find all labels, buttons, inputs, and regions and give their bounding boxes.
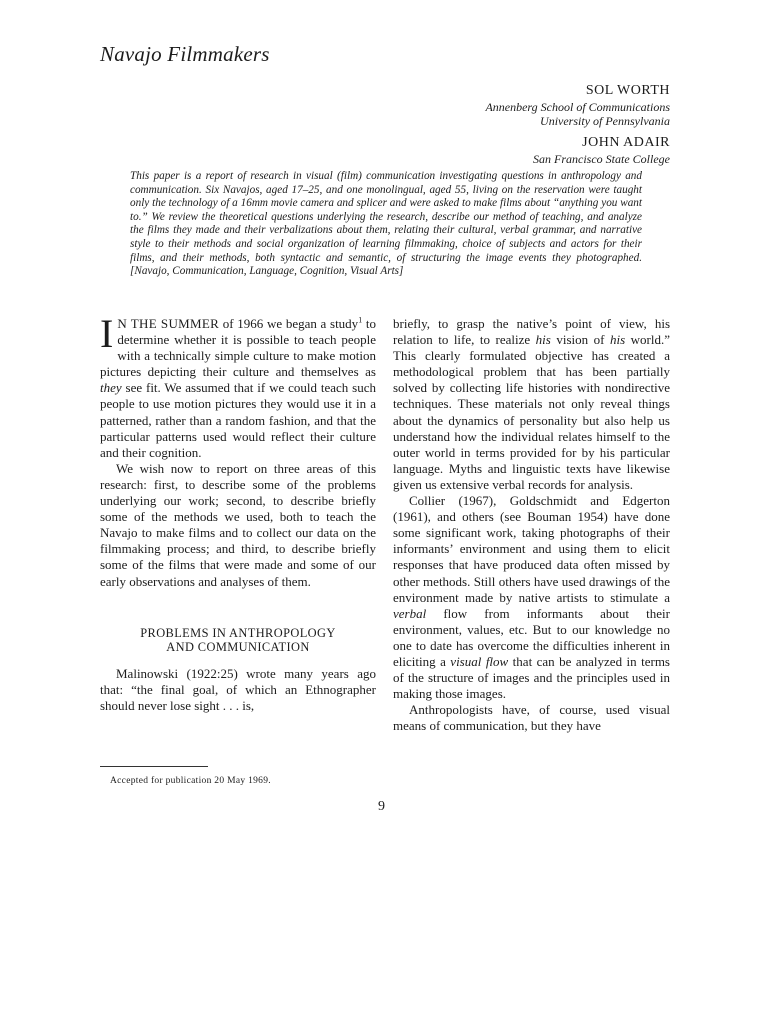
body-emphasis: visual flow xyxy=(450,653,509,669)
body-emphasis: his xyxy=(535,332,551,348)
body-paragraph xyxy=(393,316,670,493)
body-paragraph: Anthropologists have, of course, used visual means of communication, but they have xyxy=(393,702,670,734)
body-text: world.” This clearly formulated objective has created a methodological problem that has been partially solved by collecting life histories with nondirective techniques. These materials not only reveal things about the dynamics of personality but also help us understand how the individual relates himself to the outer world in terms provided for by his particular language. Myths and linguistic texts have likewise given us extensive verbal records for analysis. xyxy=(393,332,670,492)
page-number: 9 xyxy=(378,799,385,814)
body-text: flow from informants about their environment, values, etc. But to our knowledge no one to date has overcome the difficulties inherent in eliciting a xyxy=(393,605,670,669)
author-name: JOHN ADAIR xyxy=(582,135,670,150)
body-column-left xyxy=(100,311,376,714)
footnote-marker: 1 xyxy=(358,315,363,325)
body-paragraph: Malinowski (1922:25) wrote many years ago that: “the final goal, of which an Ethnographer should never lose sight . . . is, xyxy=(100,665,376,713)
author-name: SOL WORTH xyxy=(585,83,670,98)
section-heading-line: AND COMMUNICATION xyxy=(166,639,310,654)
footnote-divider xyxy=(100,766,208,767)
body-text: briefly, to grasp the native’s point of view, his relation to life, to realize xyxy=(393,316,670,348)
author-affiliation: Annenberg School of Communications xyxy=(485,100,670,114)
author-2 xyxy=(250,134,670,166)
section-heading xyxy=(100,626,376,654)
intro-smallcaps: N THE SUMMER xyxy=(117,316,220,331)
body-paragraph xyxy=(393,493,670,702)
body-text: vision of xyxy=(550,332,610,348)
body-text: that can be analyzed in terms of the structure of images and the principles used in making those images. xyxy=(393,653,670,702)
abstract-text: This paper is a report of research in visual (film) communication investigating questions in anthropology and communication. Six Navajos, aged 17–25, and one monolingual, aged 55, living on the reservation were taught only the technology of a 16mm movie camera and splicer and were asked to make films about “anything you want to.” We review the theoretical questions underlying the research, describe our method of teaching, and analyze the films they made and their verbalizations about them, relating their cultural, verbal grammar, and narrative style to their methods and social organization of learning filmmaking, choice of subjects and actors for their films, and their methods, both syntactic and semantic, of structuring the image events they photographed. xyxy=(130,170,642,264)
body-column-right xyxy=(393,316,670,734)
body-text: Collier (1967), Goldschmidt and Edgerton (1961), and others (see Bouman 1954) have done some significant work, taking photographs of their informants’ environment and using them to elicit responses that have produced data often missed by other methods. Still others have used drawings of the environment made by native artists to stimulate a xyxy=(393,493,670,605)
body-paragraph: We wish now to report on three areas of this research: first, to describe some of the problems underlying our work; second, to describe briefly some of the methods we used, both to teach the Navajo to make films and to collect our data on the filmmaking process; and third, to describe briefly some of the films that were made and some of our early observations and analyses of them. xyxy=(100,460,376,589)
body-emphasis: his xyxy=(609,332,626,348)
drop-cap: I xyxy=(100,311,114,356)
footnote: Accepted for publication 20 May 1969. xyxy=(110,776,271,786)
intro-text: to determine whether it is possible to teach people with a technically simple culture to make motion pictures depicting their culture and themselves as xyxy=(100,316,376,380)
author-block xyxy=(250,82,670,166)
body-emphasis: verbal xyxy=(393,605,427,621)
intro-paragraph xyxy=(100,311,376,461)
abstract-keywords: [Navajo, Communication, Language, Cognition, Visual Arts] xyxy=(130,265,404,278)
intro-text: see fit. We assumed that if we could teach such people to use motion pictures they would use it in a patterned, rather than a random fashion, and that the particular patterns used would reflect their culture and their cognition. xyxy=(100,380,376,460)
section-heading-line: PROBLEMS IN ANTHROPOLOGY xyxy=(140,625,336,640)
intro-emphasis: they xyxy=(100,380,122,396)
running-title: Navajo Filmmakers xyxy=(100,42,270,66)
author-affiliation: San Francisco State College xyxy=(533,152,670,166)
author-affiliation: University of Pennsylvania xyxy=(540,114,670,128)
author-1 xyxy=(250,82,670,128)
abstract xyxy=(130,170,642,279)
intro-text: of 1966 we began a study xyxy=(219,316,359,331)
